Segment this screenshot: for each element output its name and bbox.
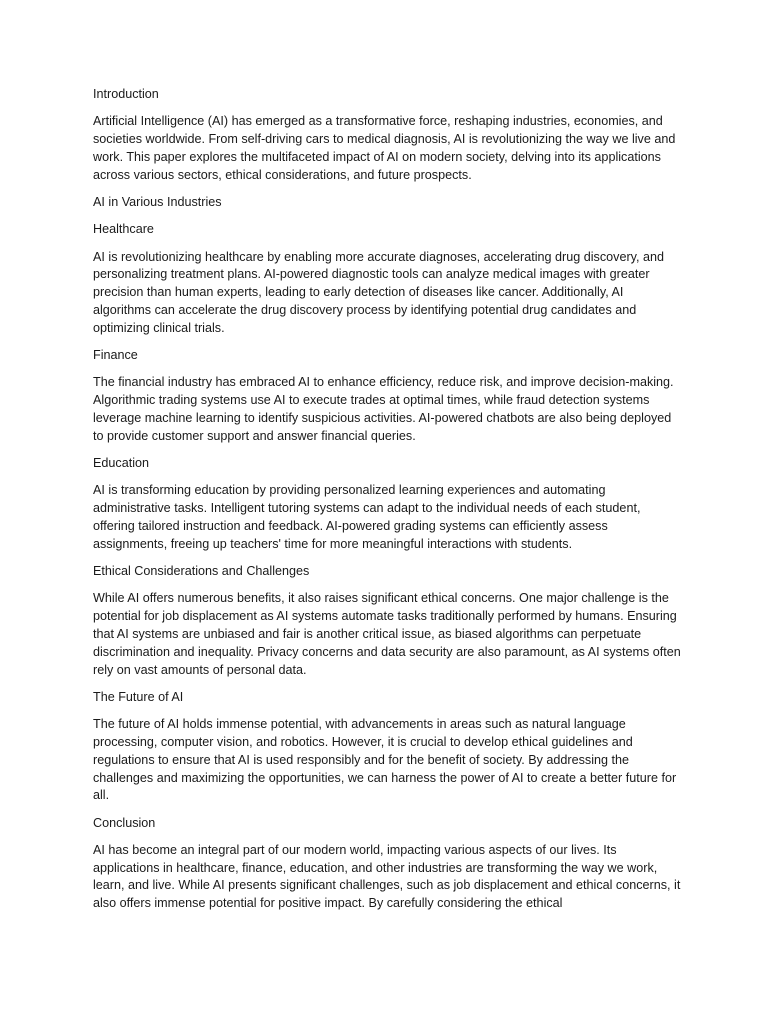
heading-ai-in-various-industries: AI in Various Industries bbox=[93, 194, 222, 209]
paragraph-ethical-considerations: While AI offers numerous benefits, it also raises significant ethical concerns. One major challenge is the potential for job displacement as AI systems automate tasks traditionally performed by humans. Ensuring that AI systems are unbiased and fair is another critical issue, as biased algorithms can perpetuate discrimination and inequality. Privacy concerns and data security are also paramount, as AI systems often rely on vast amounts of personal data. bbox=[93, 591, 681, 677]
heading-conclusion: Conclusion bbox=[93, 815, 156, 830]
heading-introduction: Introduction bbox=[93, 87, 159, 101]
paragraph-finance: The financial industry has embraced AI to enhance efficiency, reduce risk, and improve decision-making. Algorithmic trading systems use AI to execute trades at optimal times, while fraud detection systems leverage machine learning to identify suspicious activities. AI-powered chatbots are also being deployed to provide customer support and answer financial queries. bbox=[93, 375, 674, 443]
heading-ethical-considerations: Ethical Considerations and Challenges bbox=[93, 564, 310, 579]
document-page bbox=[93, 86, 683, 923]
heading-healthcare: Healthcare bbox=[93, 222, 154, 237]
paragraph-conclusion: AI has become an integral part of our modern world, impacting various aspects of our lives. Its applications in healthcare, finance, education, and other industries are transforming the way we work, learn, and live. While AI presents significant challenges, such as job displacement and ethical concerns, it also offers immense potential for positive impact. By carefully considering the ethical bbox=[93, 842, 681, 911]
paragraph-introduction: Artificial Intelligence (AI) has emerged as a transformative force, reshaping industries, economies, and societies worldwide. From self-driving cars to medical diagnosis, AI is revolutionizing the way we live and work. This paper explores the multifaceted impact of AI on modern society, delving into its applications across various sectors, ethical considerations, and future prospects. bbox=[93, 114, 676, 182]
heading-future-of-ai: The Future of AI bbox=[93, 689, 184, 704]
paragraph-healthcare: AI is revolutionizing healthcare by enabling more accurate diagnoses, accelerating drug discovery, and personalizing treatment plans. AI-powered diagnostic tools can analyze medical images with greater precision than human experts, leading to early detection of diseases like cancer. Additionally, AI algorithms can accelerate the drug discovery process by identifying potential drug candidates and optimizing clinical trials. bbox=[93, 249, 665, 335]
heading-education: Education bbox=[93, 456, 150, 471]
paragraph-education: AI is transforming education by providing personalized learning experiences and automating administrative tasks. Intelligent tutoring systems can adapt to the individual needs of each student, offering tailored instruction and feedback. AI-powered grading systems can efficiently assess assignments, freeing up teachers' time for more meaningful interactions with students. bbox=[93, 483, 641, 551]
paragraph-future-of-ai: The future of AI holds immense potential, with advancements in areas such as natural language processing, computer vision, and robotics. However, it is crucial to develop ethical guidelines and regulations to ensure that AI is used responsibly and for the benefit of society. By addressing the challenges and maximizing the opportunities, we can harness the power of AI to create a better future for all. bbox=[93, 717, 677, 803]
heading-finance: Finance bbox=[93, 348, 138, 363]
